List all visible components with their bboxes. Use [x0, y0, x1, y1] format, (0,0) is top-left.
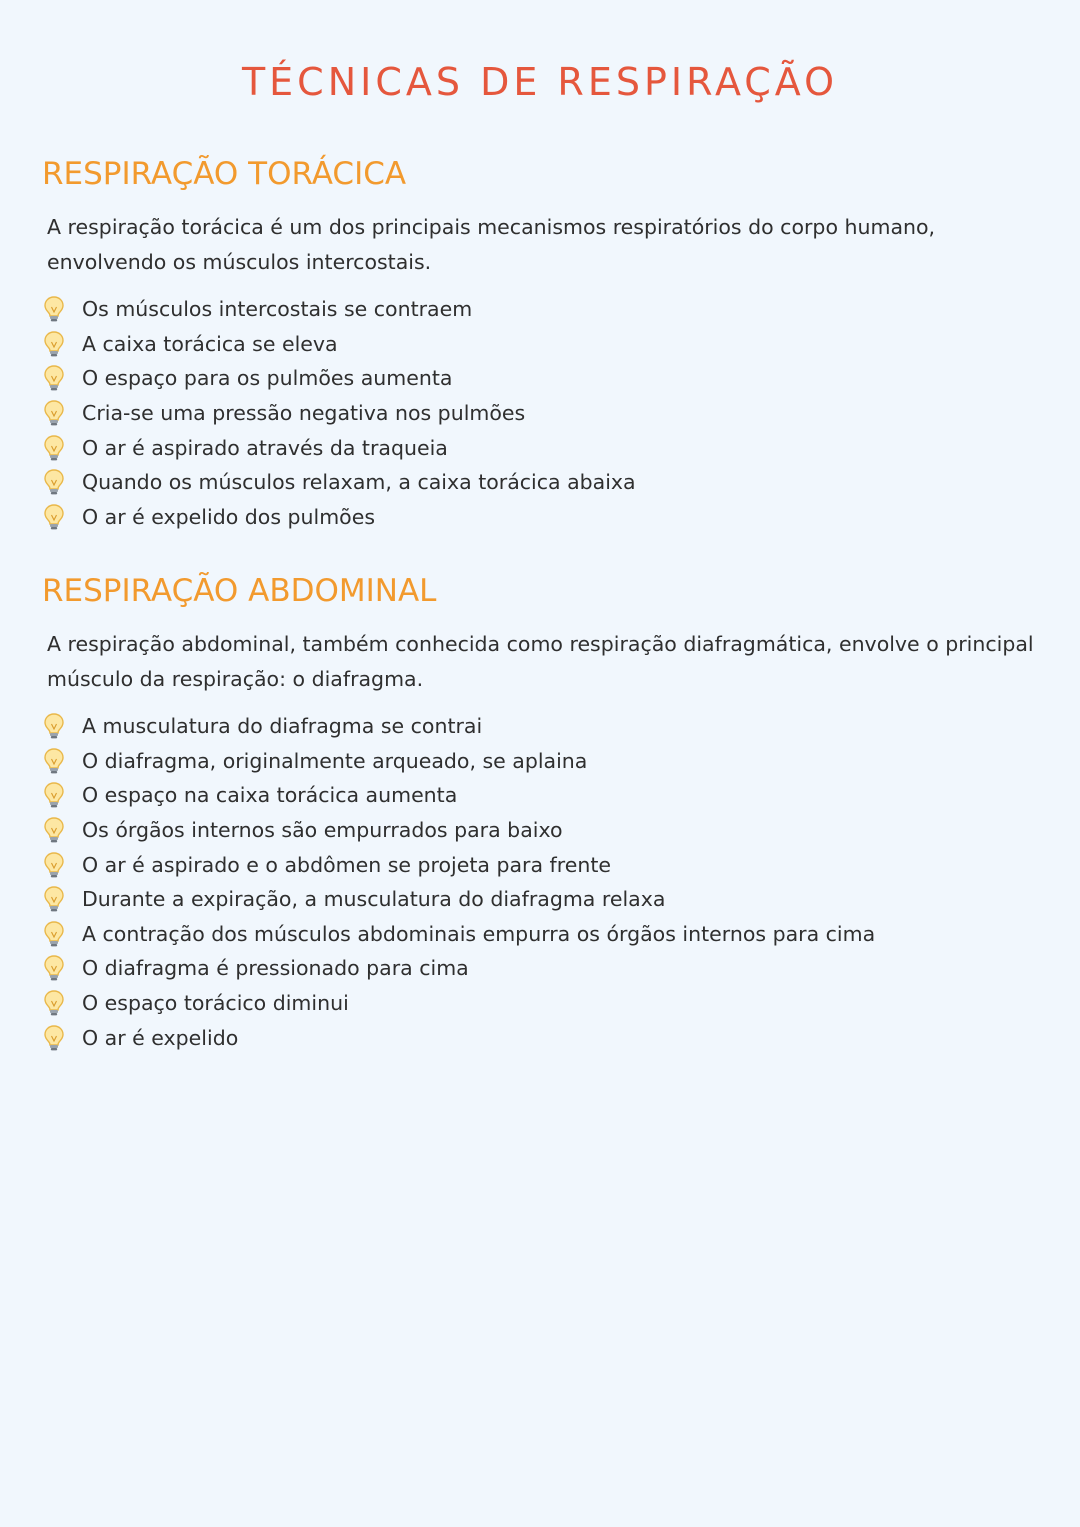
list-item-text: O ar é expelido	[82, 1025, 239, 1050]
list-item	[42, 813, 1042, 848]
list-item	[42, 744, 1042, 779]
list-item-text: Cria-se uma pressão negativa nos pulmões	[82, 401, 526, 426]
lightbulb-icon	[43, 816, 65, 844]
steps-list	[42, 292, 1042, 534]
list-item-text: O ar é aspirado e o abdômen se projeta para frente	[82, 852, 612, 877]
section-title: RESPIRAÇÃO ABDOMINAL	[42, 573, 437, 609]
steps-list	[42, 709, 1042, 1055]
lightbulb-icon	[43, 712, 65, 740]
list-item-text: A caixa torácica se eleva	[82, 331, 338, 356]
page-title: TÉCNICAS DE RESPIRAÇÃO	[241, 60, 839, 104]
list-item-text: O espaço na caixa torácica aumenta	[82, 783, 458, 808]
list-item-text: Os músculos intercostais se contraem	[82, 297, 473, 322]
section-intro: A respiração abdominal, também conhecida como respiração diafragmática, envolve o principal músculo da respiração: o diafragma.	[47, 632, 1034, 691]
lightbulb-icon	[43, 295, 65, 323]
lightbulb-icon	[43, 364, 65, 392]
section-title: RESPIRAÇÃO TORÁCICA	[42, 156, 407, 192]
lightbulb-icon	[43, 468, 65, 496]
list-item	[42, 1020, 1042, 1055]
list-item-text: Os órgãos internos são empurrados para baixo	[82, 818, 563, 843]
list-item-text: O diafragma é pressionado para cima	[82, 956, 469, 981]
lightbulb-icon	[43, 399, 65, 427]
lightbulb-icon	[43, 503, 65, 531]
lightbulb-icon	[43, 885, 65, 913]
list-item	[42, 882, 1042, 917]
lightbulb-icon	[43, 989, 65, 1017]
list-item	[42, 709, 1042, 744]
lightbulb-icon	[43, 954, 65, 982]
list-item-text: O diafragma, originalmente arqueado, se aplaina	[82, 748, 588, 773]
list-item	[42, 778, 1042, 813]
list-item	[42, 430, 1042, 465]
list-item-text: Durante a expiração, a musculatura do diafragma relaxa	[82, 887, 666, 912]
lightbulb-icon	[43, 434, 65, 462]
list-item-text: O espaço para os pulmões aumenta	[82, 366, 453, 391]
list-item	[42, 396, 1042, 431]
list-item-text: O ar é aspirado através da traqueia	[82, 435, 448, 460]
list-item-text: A contração dos músculos abdominais empurra os órgãos internos para cima	[82, 921, 876, 946]
list-item-text: O espaço torácico diminui	[82, 991, 349, 1016]
section-thoracic-breathing	[42, 152, 1042, 534]
list-item	[42, 327, 1042, 362]
lightbulb-icon	[43, 781, 65, 809]
lightbulb-icon	[43, 1024, 65, 1052]
list-item	[42, 292, 1042, 327]
list-item	[42, 917, 1042, 952]
list-item	[42, 465, 1042, 500]
list-item-text: A musculatura do diafragma se contrai	[82, 714, 483, 739]
list-item-text: O ar é expelido dos pulmões	[82, 504, 376, 529]
list-item	[42, 951, 1042, 986]
section-intro: A respiração torácica é um dos principais mecanismos respiratórios do corpo humano, envolvendo os músculos intercostais.	[47, 215, 936, 274]
list-item	[42, 986, 1042, 1021]
list-item	[42, 847, 1042, 882]
list-item	[42, 361, 1042, 396]
lightbulb-icon	[43, 920, 65, 948]
list-item	[42, 500, 1042, 535]
lightbulb-icon	[43, 747, 65, 775]
list-item-text: Quando os músculos relaxam, a caixa torácica abaixa	[82, 470, 636, 495]
lightbulb-icon	[43, 851, 65, 879]
lightbulb-icon	[43, 330, 65, 358]
section-abdominal-breathing	[42, 569, 1042, 1055]
